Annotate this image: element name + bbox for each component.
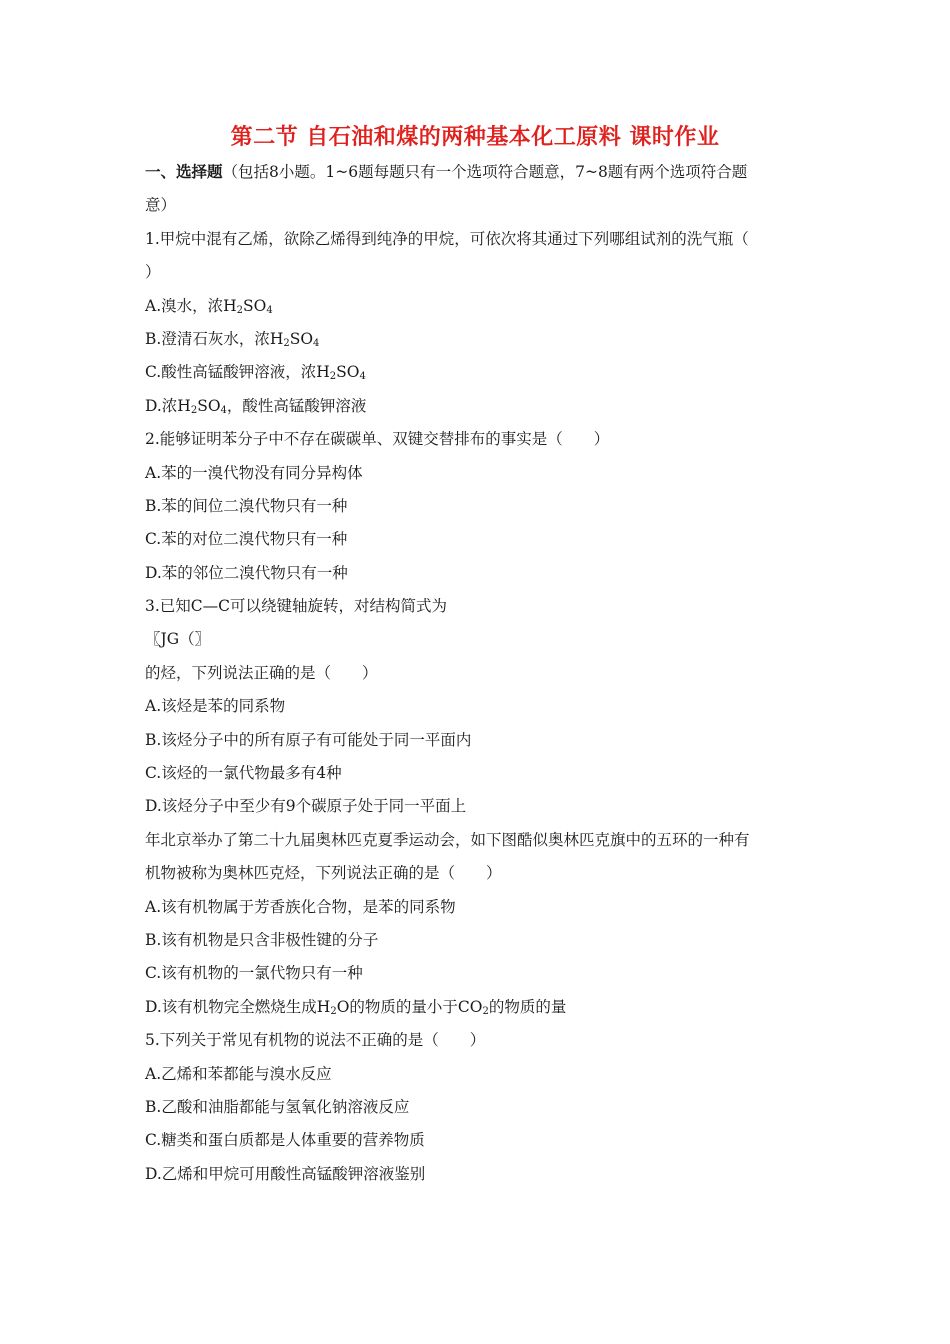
subscript: 2 [329,371,337,383]
document-title: 第二节 自石油和煤的两种基本化工原料 课时作业 [230,125,720,150]
q5-stem: 5.下列关于常见有机物的说法不正确的是（ ） [145,1031,486,1050]
q4-stem-cont: 机物被称为奥林匹克烃，下列说法正确的是（ ） [145,864,502,883]
q1-a-text2: SO [243,296,267,315]
q1-option-c [145,356,810,389]
section-note-cont: 意） [145,196,177,215]
q1-option-b [145,323,810,356]
q3-stem-cont: 的烃，下列说法正确的是（ ） [145,663,378,682]
q1-d-text: D.浓H [145,396,191,415]
q3-option-c: C.该烃的一氯代物最多有4种 [145,764,342,783]
q4-option-c: C.该有机物的一氯代物只有一种 [145,964,363,983]
q4-d-text3: 的物质的量 [488,997,567,1016]
q5-option-b: B.乙酸和油脂都能与氢氧化钠溶液反应 [145,1097,410,1116]
q1-c-text: C.酸性高锰酸钾溶液，浓H [145,363,330,382]
q4-d-text2: O的物质的量小于CO [336,997,483,1016]
subscript: 4 [266,304,273,316]
q5-option-d: D.乙烯和甲烷可用酸性高锰酸钾溶液鉴别 [145,1164,426,1183]
q4-option-a: A.该有机物属于芳香族化合物，是苯的同系物 [145,897,456,916]
subscript: 2 [190,404,198,416]
q3-option-d: D.该烃分子中至少有9个碳原子处于同一平面上 [145,797,467,816]
q3-option-b: B.该烃分子中的所有原子有可能处于同一平面内 [145,730,472,749]
q2-stem: 2.能够证明苯分子中不存在碳碳单、双键交替排布的事实是（ ） [145,430,610,449]
document-body [145,156,810,1191]
q5-option-a: A.乙烯和苯都能与溴水反应 [145,1064,332,1083]
q1-option-a [145,290,810,323]
q1-c-text2: SO [336,363,360,382]
q1-option-d [145,390,810,423]
subscript: 2 [283,337,290,349]
q3-stem: 3.已知C—C可以绕键轴旋转，对结构简式为 [145,597,448,616]
q4-stem: 年北京举办了第二十九届奥林匹克夏季运动会，如下图酷似奥林匹克旗中的五环的一种有 [145,830,750,849]
q3-structure-placeholder: 〖JG（〗 [145,630,211,649]
q2-option-a: A.苯的一溴代物没有同分异构体 [145,463,363,482]
subscript: 2 [236,304,244,316]
q1-b-text2: SO [289,329,314,348]
q4-option-b: B.该有机物是只含非极性键的分子 [145,930,379,949]
section-head: 一、选择题 [145,163,223,181]
subscript: 2 [482,1005,489,1017]
q1-d-text2: SO [197,396,221,415]
subscript: 4 [220,404,227,416]
q2-option-d: D.苯的邻位二溴代物只有一种 [145,563,348,582]
q4-option-d [145,991,810,1024]
subscript: 4 [359,371,366,383]
section-note: （包括8小题。1~6题每题只有一个选项符合题意，7~8题有两个选项符合题 [222,163,748,181]
subscript: 4 [313,337,320,349]
q1-b-text: B.澄清石灰水，浓H [145,329,284,348]
q2-option-c: C.苯的对位二溴代物只有一种 [145,530,348,549]
q4-d-text: D.该有机物完全燃烧生成H [145,997,331,1016]
subscript: 2 [330,1005,337,1017]
q2-option-b: B.苯的间位二溴代物只有一种 [145,496,348,515]
q1-a-text: A.溴水，浓H [145,296,237,315]
q1-stem: 1.甲烷中混有乙烯，欲除乙烯得到纯净的甲烷，可依次将其通过下列哪组试剂的洗气瓶（ [145,229,749,248]
q5-option-c: C.糖类和蛋白质都是人体重要的营养物质 [145,1131,425,1150]
section-header [145,156,810,189]
q3-option-a: A.该烃是苯的同系物 [145,697,286,716]
q1-d-text3: ，酸性高锰酸钾溶液 [226,396,367,415]
q1-stem-cont: ） [145,263,161,282]
